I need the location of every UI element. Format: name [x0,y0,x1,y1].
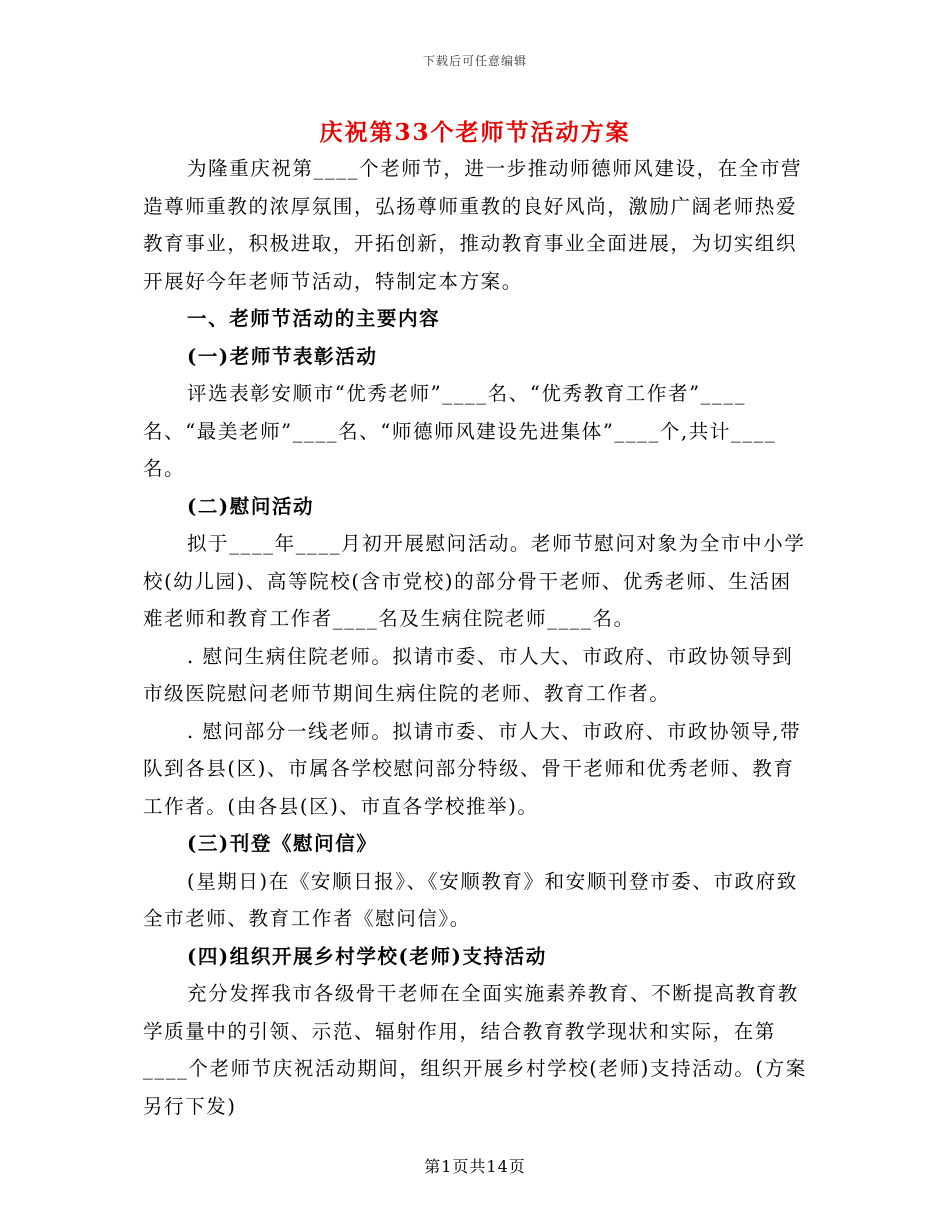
document-body [143,150,807,1125]
paragraph-visit-frontline: . 慰问部分一线老师。拟请市委、市人大、市政府、市政协领导,带队到各县(区)、市属各学校慰问部分特级、骨干老师和优秀老师、教育工作者。(由各县(区)、市直各学校推举)。 [143,719,802,818]
page-number: 第1页共14页 [424,1157,526,1176]
section-heading-main-content: 一、老师节活动的主要内容 [187,307,441,330]
header-note: 下载后可任意编辑 [422,54,527,68]
subheading-visits: (二)慰问活动 [187,494,315,518]
paragraph-rural-support: 充分发挥我市各级骨干老师在全面实施素养教育、不断提高教育教学质量中的引领、示范、辐射作用，结合教育教学现状和实际，在第____个老师节庆祝活动期间，组织开展乡村学校(老师)支持活动。(方案另行下发) [143,982,807,1118]
subheading-letter: (三)刊登《慰问信》 [187,832,378,855]
paragraph-visit-sick: . 慰问生病住院老师。拟请市委、市人大、市政府、市政协领导到市级医院慰问老师节期间生病住院的老师、教育工作者。 [143,644,794,705]
subheading-rural-support: (四)组织开展乡村学校(老师)支持活动 [187,944,547,968]
paragraph-letter: (星期日)在《安顺日报》、《安顺教育》和安顺刊登市委、市政府致全市老师、教育工作者《慰问信》。 [143,869,798,930]
document-title: 庆祝第33个老师节活动方案 [319,119,631,146]
subheading-awards: (一)老师节表彰活动 [187,344,378,368]
paragraph-intro: 为隆重庆祝第____个老师节，进一步推动师德师风建设，在全市营造尊师重教的浓厚氛围，弘扬尊师重教的良好风尚，激励广阔老师热爱教育事业，积极进取，开拓创新，推动教育事业全面进展，为切实组织开展好今年老师节活动，特制定本方案。 [143,157,803,293]
paragraph-awards: 评选表彰安顺市“优秀老师”____名、“优秀教育工作者”____名、“最美老师”____名、“师德师风建设先进集体”____个,共计____名。 [143,382,777,480]
paragraph-visits: 拟于____年____月初开展慰问活动。老师节慰问对象为全市中小学校(幼儿园)、高等院校(含市党校)的部分骨干老师、优秀老师、生活困难老师和教育工作者____名及生病住院老师____名。 [143,532,806,630]
